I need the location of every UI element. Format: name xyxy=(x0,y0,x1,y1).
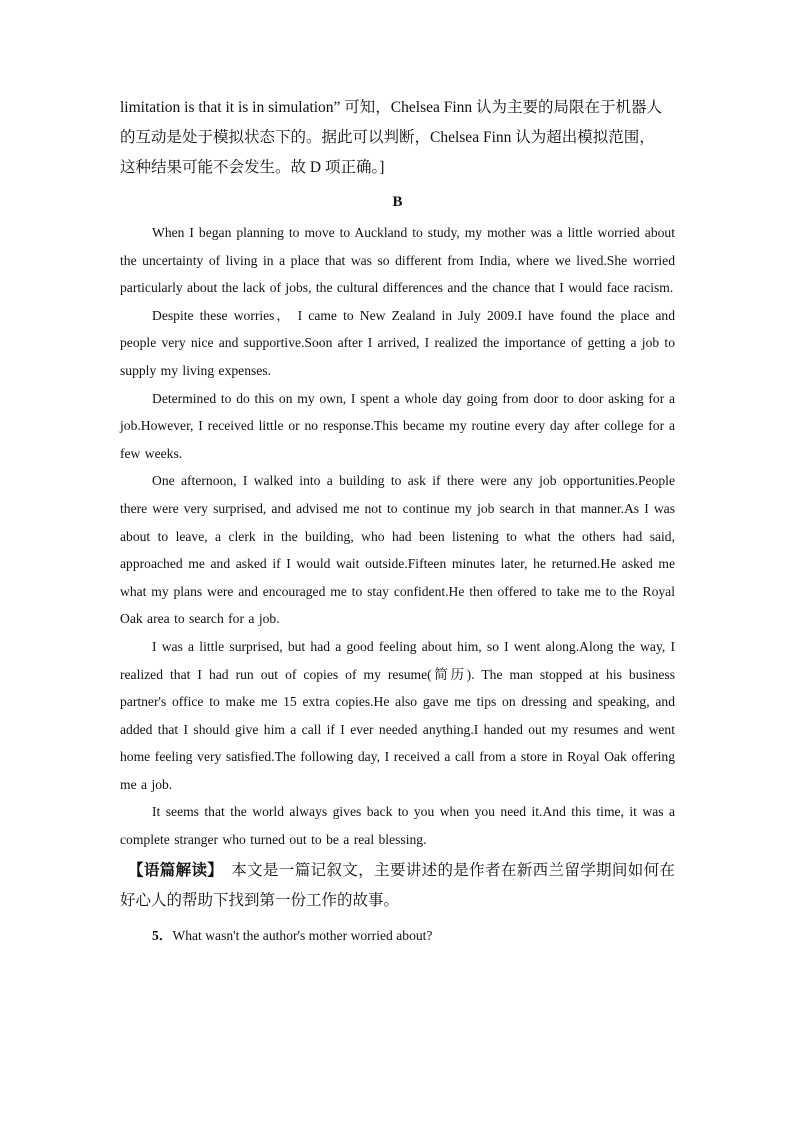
question-5 xyxy=(120,924,675,948)
passage-paragraph-5: I was a little surprised, but had a good feeling about him, so I went along.Along the way, I realized that I had run out of copies of my resume(简历). The man stopped at his business partner's office to make me 15 extra copies.He also gave me tips on dressing and speaking, and added that I should give him a call if I ever needed anything.I handed out my resumes and went home feeling very satisfied.The following day, I received a call from a store in Royal Oak offering me a job. xyxy=(120,638,675,792)
question-number: 5． xyxy=(152,927,173,943)
previous-explanation xyxy=(120,93,675,183)
passage-paragraph-4: One afternoon, I walked into a building to ask if there were any job opportunities.People there were very surprised, and advised me not to continue my job search in that manner.As I was about to leave, a clerk in the building, who had been listening to what the others had said, approached me and asked if I would wait outside.Fifteen minutes later, he returned.He asked me what my plans were and encouraged me to stay confident.He then offered to take me to the Royal Oak area to search for a job. xyxy=(120,473,675,627)
explanation-line-1: limitation is that it is in simulation” 可知，Chelsea Finn 认为主要的局限在于机器人 xyxy=(120,99,663,116)
passage-paragraph-3: Determined to do this on my own, I spent a whole day going from door to door asking for a job.However, I received little or no response.This became my routine every day after college for a few weeks. xyxy=(120,390,675,461)
passage-paragraph-1: When I began planning to move to Auckland to study, my mother was a little worried about the uncertainty of living in a place that was so different from India, where we lived.She worried particularly about the lack of jobs, the cultural differences and the chance that I would face racism. xyxy=(120,225,675,296)
section-heading: B xyxy=(392,194,403,210)
analysis-tag: 【语篇解读】 xyxy=(128,861,216,879)
passage-paragraph-2: Despite these worries， I came to New Zealand in July 2009.I have found the place and people very nice and supportive.Soon after I arrived, I realized the importance of getting a job to supply my living expenses. xyxy=(120,307,675,378)
explanation-line-2: 的互动是处于模拟状态下的。据此可以判断，Chelsea Finn 认为超出模拟范围， xyxy=(120,129,655,146)
passage-paragraph-6: It seems that the world always gives back to you when you need it.And this time, it was a complete stranger who turned out to be a real blessing. xyxy=(120,804,675,848)
analysis-text: 本文是一篇记叙文，主要讲述的是作者在新西兰留学期间如何在好心人的帮助下找到第一份工作的故事。 xyxy=(120,861,675,909)
reading-passage xyxy=(120,219,675,854)
discourse-analysis xyxy=(120,856,675,916)
document-page xyxy=(120,93,675,948)
explanation-line-3: 这种结果可能不会发生。故 D 项正确。] xyxy=(120,159,385,176)
question-text: What wasn't the author's mother worried about? xyxy=(172,927,433,943)
